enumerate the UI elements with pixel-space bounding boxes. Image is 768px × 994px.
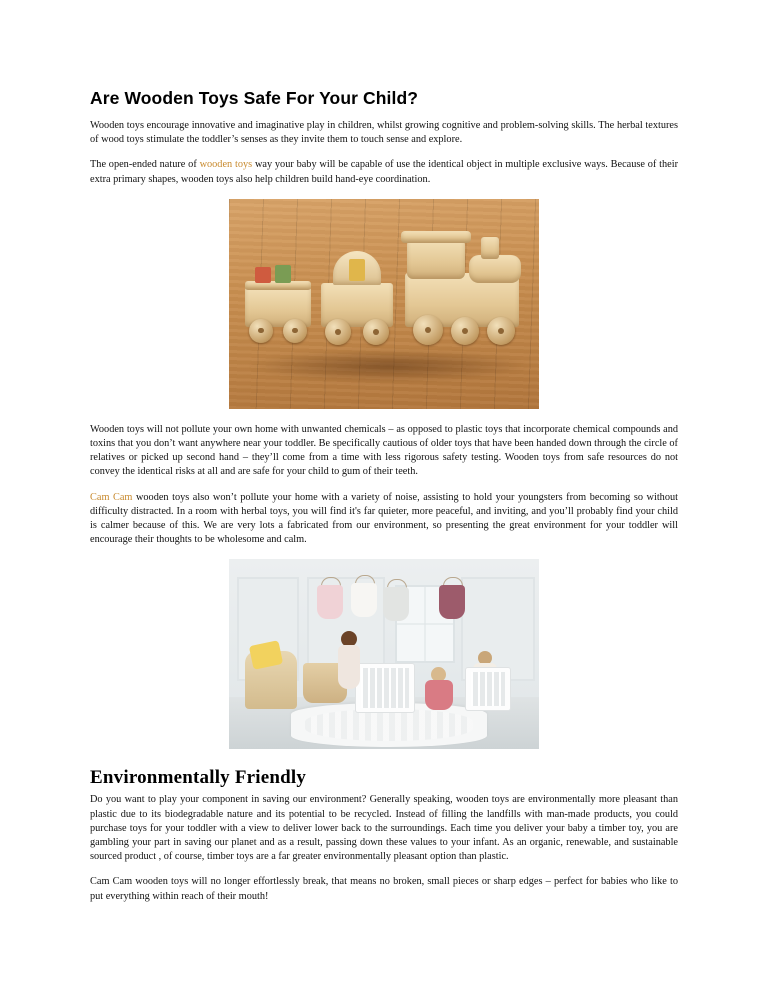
train-wheel-middle-left (325, 319, 351, 345)
train-wheel-rear-left (249, 319, 273, 343)
figure-wooden-train (90, 199, 678, 409)
paragraph-durability: Cam Cam wooden toys will no longer effortlessly break, that means no broken, small pieces or sharp edges – perfect for babies who like to put everything within reach of their mouth! (90, 876, 678, 902)
dress-pink (317, 585, 343, 619)
cam-cam-link[interactable]: Cam Cam (90, 491, 133, 503)
dress-grey (383, 587, 409, 621)
paragraph-no-chemicals: Wooden toys will not pollute your own home with unwanted chemicals – as opposed to plastic toys that incorporate chemical compounds and toxins that you don’t want anywhere near your toddler. Be specifically cautious of older toys that have been handed down through the circle of relatives or picked up second hand – they’ll come from a time with less rigorous safety testing. Wooden toys from safe resources do not convey the identical risks at all and are safe for your child to gum of their teeth. (90, 423, 678, 478)
figure-nursery-image (229, 559, 539, 749)
high-chair (465, 667, 511, 711)
paragraph-intro: Wooden toys encourage innovative and imaginative play in children, whilst growing cognitive and problem-solving skills. The herbal textures of wood toys stimulate the toddler’s senses as they invite them to touch sense and explore. (90, 120, 678, 146)
paragraph-cam-cam-text: wooden toys also won’t pollute your home with a variety of noise, assisting to hold your youngsters from becoming so without difficulty distracted. In a room with herbal toys, you will find it's far quieter, more peaceful, and inviting, and you’ll probably find your child is calmer because of this. We are very lots a fabricated from our environment, so presenting the great environment for your toddler will encourage their thoughts to be wholesome and calm. (90, 491, 678, 546)
train-wheel-rear-right (283, 319, 307, 343)
paragraph-open-ended (90, 158, 678, 186)
page-title: Are Wooden Toys Safe For Your Child? (90, 88, 419, 108)
train-block-green (275, 265, 291, 283)
paragraph-open-ended-tail: way your baby will be capable of use the identical object in multiple exclusive ways. Because of their extra primary shapes, wooden toys also help children build hand-eye coordination. (90, 159, 679, 185)
high-chair-bars (471, 672, 505, 706)
train-wheel-loco-mid (451, 317, 479, 345)
section-heading-environmentally-friendly: Environmentally Friendly (90, 767, 307, 789)
child-sitting-right (425, 667, 457, 715)
paragraph-open-ended-lead: The open-ended nature of (90, 159, 200, 171)
child-left-torso (338, 645, 360, 689)
dress-plum (439, 585, 465, 619)
train-block-yellow (349, 259, 365, 281)
train-wheel-middle-right (363, 319, 389, 345)
train-block-red (255, 267, 271, 283)
train-locomotive-roof (401, 231, 471, 243)
crib-bars (361, 668, 409, 708)
doll-crib (355, 663, 415, 713)
paragraph-environment: Do you want to play your component in saving our environment? Generally speaking, wooden toys are environmentally more pleasant than plastic due to its biodegradable nature and its potential to be recycled. Instead of filling the landfills with man-made products, you could purchase toys for your toddler with a view to deliver lower back to the surroundings. Each time you deliver your baby a timber toy, you are gambling your part in saving our planet and as a result, passing down these values to your infant. As an organic, renewable, and sustainable sourced product , of course, timber toys are a far greater environmentally pleasant option than plastic. (90, 794, 678, 863)
paragraph-cam-cam (90, 491, 678, 548)
train-locomotive-cab (407, 239, 465, 279)
wooden-toys-link[interactable]: wooden toys (199, 159, 253, 171)
dress-white (351, 583, 377, 617)
child-right-torso (425, 680, 453, 710)
figure-nursery (90, 559, 678, 749)
train-locomotive-boiler (469, 255, 521, 283)
train-shadow (247, 349, 529, 383)
train-wheel-loco-left (413, 315, 443, 345)
figure-wooden-train-image (229, 199, 539, 409)
train-wheel-loco-right (487, 317, 515, 345)
child-standing-left (337, 631, 363, 705)
train-locomotive-chimney (481, 237, 499, 259)
